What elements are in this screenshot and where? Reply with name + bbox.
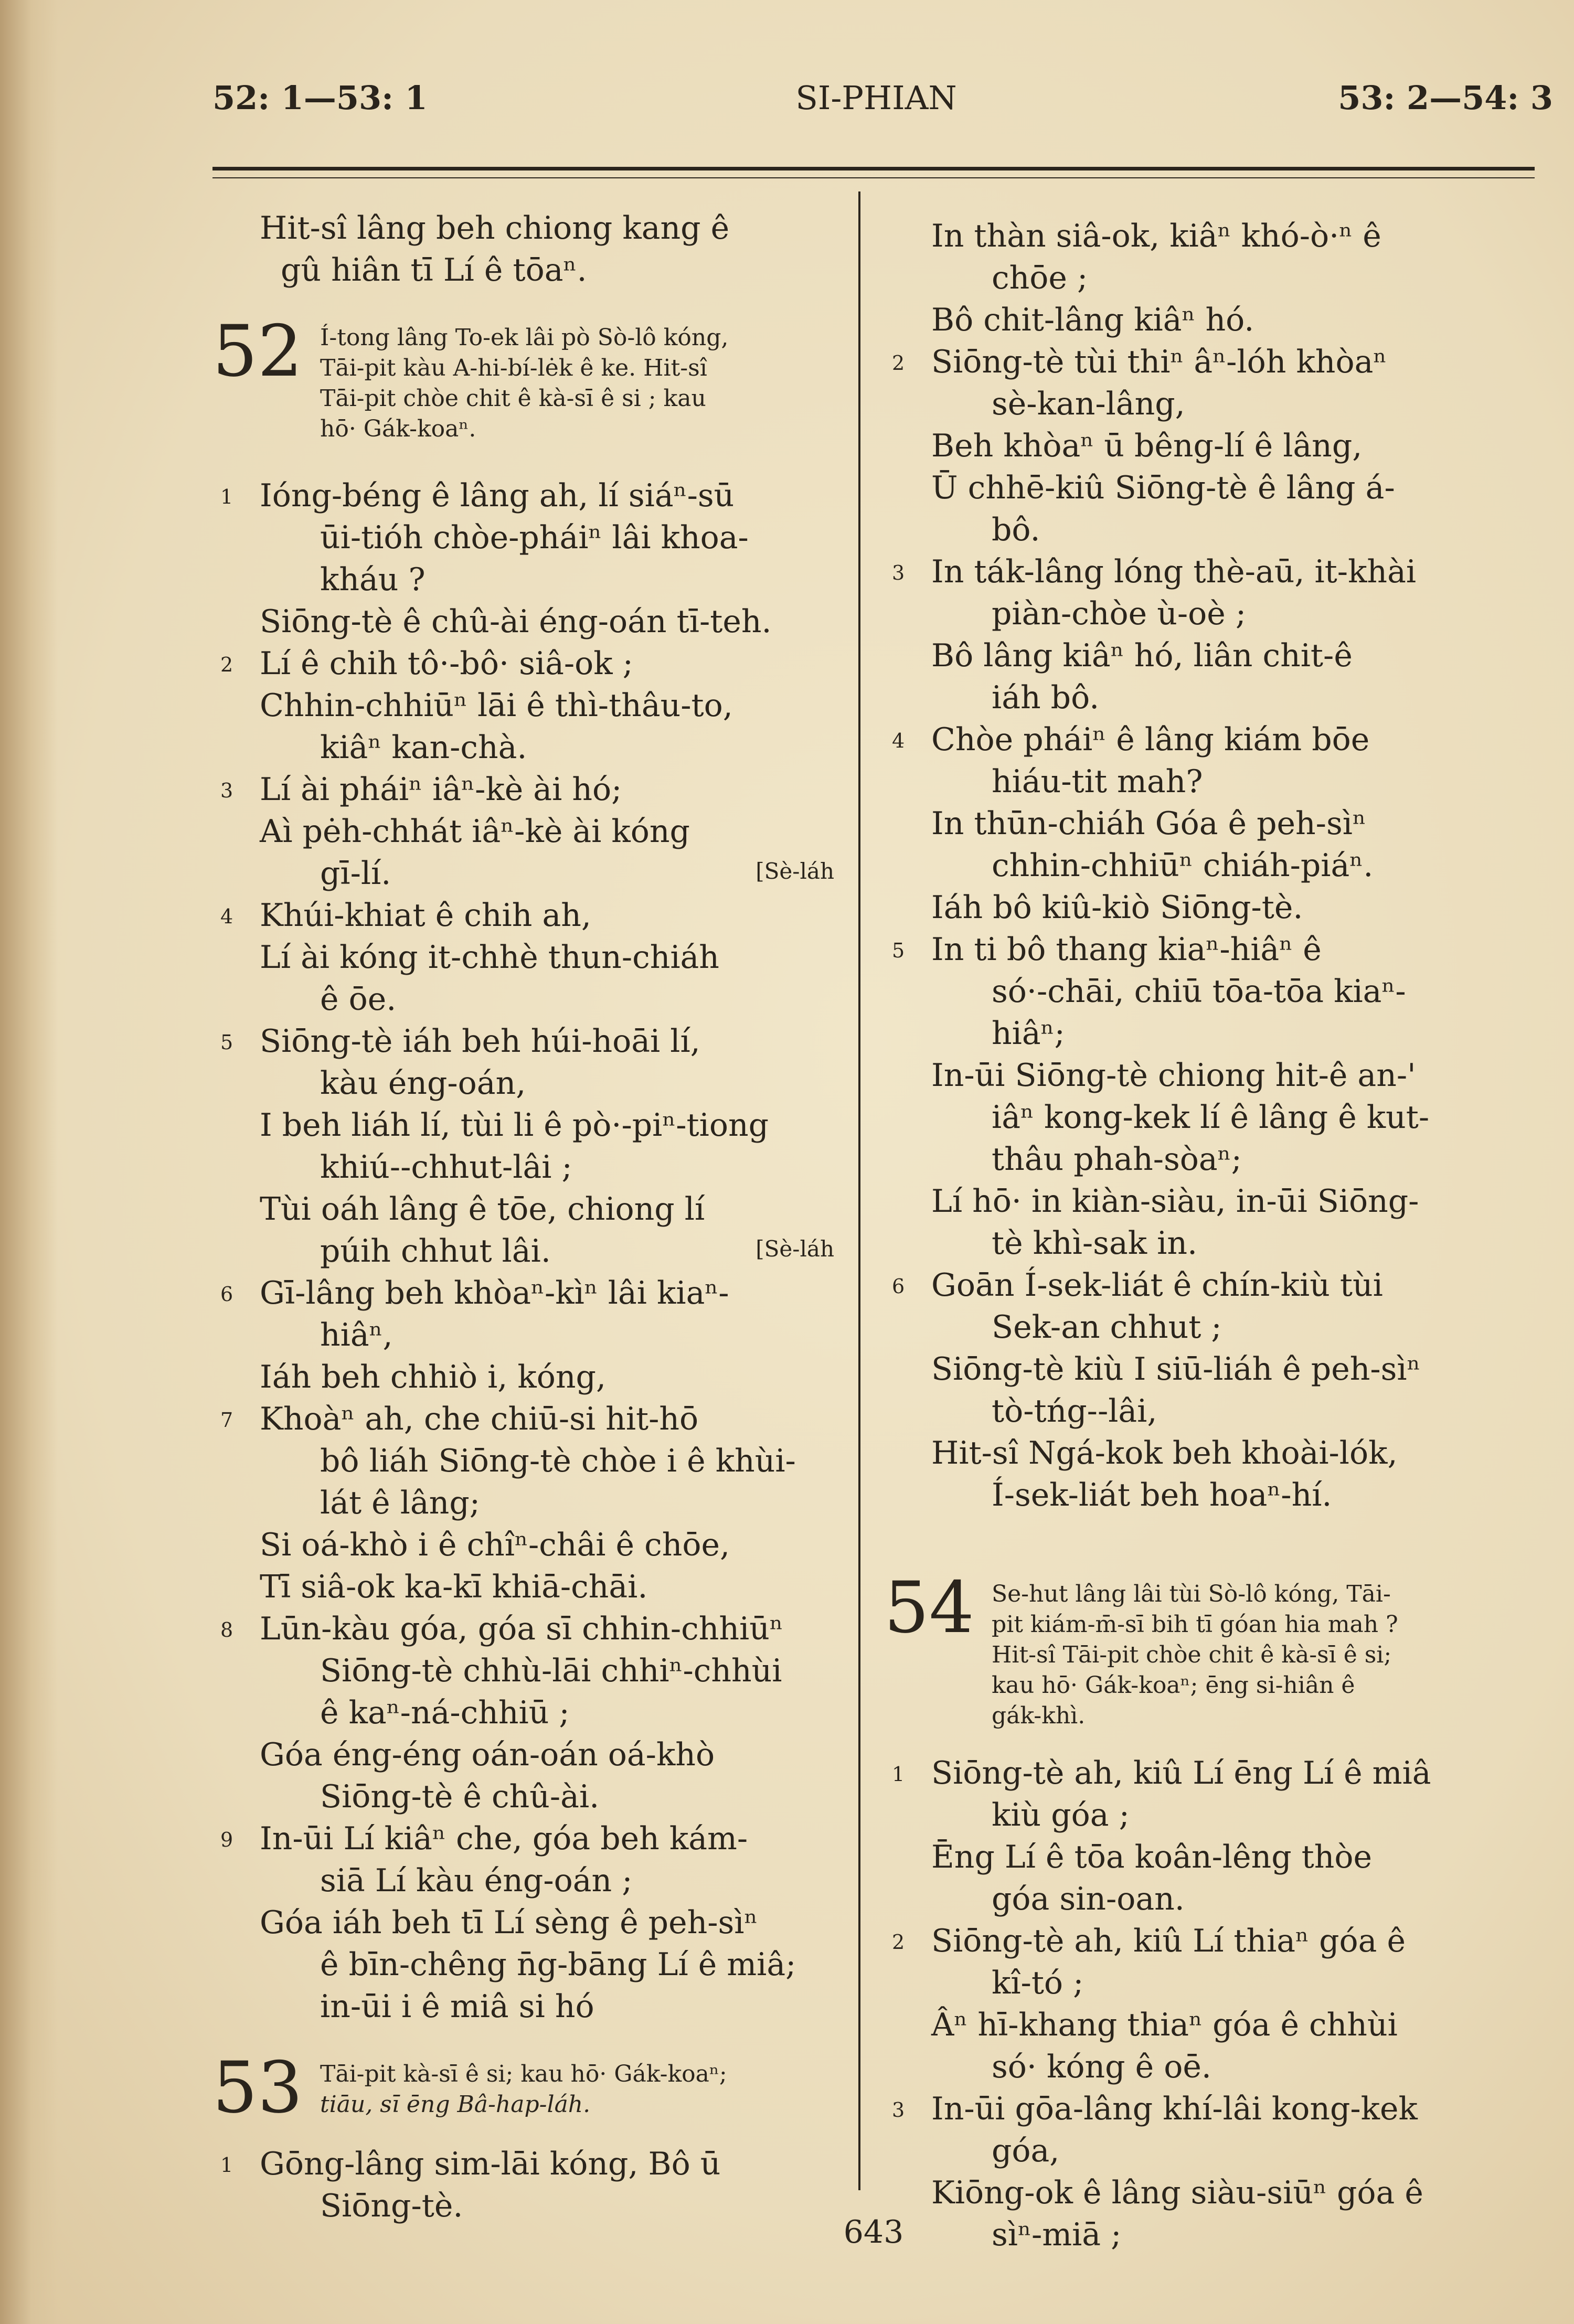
verse-line: Siōng-tè ê chû-ài éng-oán tī-teh.: [260, 603, 772, 640]
verse: [881, 719, 1545, 803]
verse-number: 9: [220, 1828, 233, 1851]
heading-line: Tāi-pit kàu A-hi-bí-lėk ê ke. Hit-sî: [320, 355, 707, 381]
verse: [210, 1524, 855, 1566]
verse-line: Ióng-béng ê lâng ah, lí siáⁿ-sū: [260, 477, 735, 514]
verse-line: chōe ;: [992, 260, 1088, 296]
verse-line: iâⁿ kong-kek lí ê lâng ê kut-: [992, 1099, 1430, 1136]
psalm-52-heading: [210, 310, 855, 454]
verse-line: ê kaⁿ-ná-chhiū ;: [320, 1694, 570, 1731]
verse-line: Aì pėh-chhát iâⁿ-kè ài kóng: [260, 813, 690, 850]
verse: [881, 1054, 1545, 1180]
verse-line: Beh khòaⁿ ū bêng-lí ê lâng,: [931, 428, 1363, 464]
verse: [210, 894, 855, 936]
verse-line: góa sin-oan.: [992, 1881, 1185, 1917]
psalm-number: 54: [884, 1566, 974, 1649]
verse: [881, 929, 1545, 1054]
verse-number: 8: [220, 1618, 233, 1641]
verse-line: só· kóng ê oē.: [992, 2049, 1211, 2085]
verse-line: Lūn-kàu góa, góa sī chhin-chhiūⁿ: [260, 1611, 783, 1647]
selah-marker: [Sè-láh: [756, 1236, 834, 1262]
verse: [210, 1356, 855, 1398]
verse-line: ê ōe.: [320, 981, 397, 1018]
verse: [210, 1902, 855, 2028]
verse-line: Lí hō· in kiàn-siàu, in-ūi Siōng-: [931, 1183, 1419, 1220]
verse-number: 1: [220, 2154, 233, 2177]
verse-line: sè-kan-lâng,: [992, 386, 1185, 422]
verse: [881, 1432, 1545, 1516]
verse: [881, 467, 1545, 551]
psalm-superscription: [210, 2059, 855, 2120]
verse-line: I beh liáh lí, tùi li ê pò·-piⁿ-tiong: [260, 1107, 769, 1144]
verse-line: Tùi oáh lâng ê tōe, chiong lí: [260, 1191, 705, 1228]
heading-line: Í-tong lâng To-ek lâi pò Sò-lô kóng,: [320, 324, 729, 351]
verse: [210, 1818, 855, 1902]
verse-line: In ti bô thang kiaⁿ-hiâⁿ ê: [931, 931, 1322, 968]
page-number: 643: [843, 2214, 904, 2251]
verse: [881, 887, 1545, 929]
verse-line: só·-chāi, chiū tōa-tōa kiaⁿ-: [992, 973, 1406, 1010]
verse-line: sìⁿ-miā ;: [992, 2216, 1122, 2253]
verse-line: piàn-chòe ù-oè ;: [992, 595, 1247, 632]
verse-line: gû hiân tī Lí ê tōaⁿ.: [281, 252, 587, 289]
verse-line: In-ūi Lí kiâⁿ che, góa beh kám-: [260, 1820, 748, 1857]
verse-line: ê bīn-chêng n̄g-bāng Lí ê miâ;: [320, 1946, 796, 1983]
verse-line: Siōng-tè tùi thiⁿ âⁿ-lóh khòaⁿ: [931, 344, 1387, 380]
verse-line: Tī siâ-ok ka-kī khiā-chāi.: [260, 1569, 648, 1605]
verse-number: 2: [220, 653, 233, 676]
verse: [881, 551, 1545, 635]
verse-line: Khúi-khiat ê chih ah,: [260, 897, 591, 934]
header-left-reference: 52: 1—53: 1: [212, 79, 428, 117]
verse-number: 3: [892, 561, 905, 584]
verse-line: Ū chhē-kiû Siōng-tè ê lâng á-: [931, 470, 1395, 506]
psalm-superscription: [881, 1579, 1545, 1731]
verse-line: Siōng-tè.: [320, 2188, 463, 2224]
verse: [210, 1734, 855, 1818]
selah-marker: [Sè-láh: [756, 858, 834, 884]
verse-line: Kiōng-ok ê lâng siàu-siūⁿ góa ê: [931, 2174, 1423, 2211]
heading-line: pit kiám-m̄-sī bih tī góan hia mah ?: [992, 1611, 1398, 1638]
carryover-verse: [210, 207, 855, 291]
verse-line: Siōng-tè kiù I siū-liáh ê peh-sìⁿ: [931, 1351, 1421, 1388]
verse-line: ūi-tióh chòe-pháiⁿ lâi khoa-: [320, 519, 749, 556]
psalm-53-heading: [210, 2046, 855, 2129]
psalm-superscription: [210, 323, 855, 444]
verse-line: hiâⁿ;: [992, 1015, 1065, 1052]
verse-line: Hit-sî Ngá-kok beh khoài-lók,: [931, 1435, 1398, 1472]
verse: [210, 475, 855, 601]
verse-line: kàu éng-oán,: [320, 1065, 526, 1102]
verse: [210, 643, 855, 685]
verse-line: Siōng-tè iáh beh húi-hoāi lí,: [260, 1023, 700, 1060]
verse-line: In thūn-chiáh Góa ê peh-sìⁿ: [931, 805, 1366, 842]
verse-line: Í-sek-liát beh hoaⁿ-hí.: [992, 1477, 1332, 1513]
psalm-52-verses: [210, 475, 855, 2028]
verse-number: 2: [892, 1931, 905, 1954]
verse-line: Ēng Lí ê tōa koân-lêng thòe: [931, 1839, 1373, 1875]
verse: [210, 1608, 855, 1734]
psalm-number: 52: [212, 310, 303, 392]
verse-line: Chhin-chhiūⁿ lāi ê thì-thâu-to,: [260, 687, 733, 724]
verse: [210, 1398, 855, 1524]
verse-number: 2: [892, 351, 905, 375]
verse-line: Iáh beh chhiò i, kóng,: [260, 1359, 607, 1395]
running-header: [0, 79, 1574, 136]
verse: [881, 803, 1545, 887]
verse-line: bô liáh Siōng-tè chòe i ê khùi-: [320, 1443, 796, 1479]
verse: [881, 341, 1545, 425]
verse-line: Bô chit-lâng kiâⁿ hó.: [931, 302, 1254, 338]
verse-line: chhin-chhiūⁿ chiáh-piáⁿ.: [992, 847, 1374, 884]
heading-line: Tāi-pit chòe chit ê kà-sī ê si ; kau: [320, 385, 706, 412]
verse-line: iáh bô.: [992, 679, 1100, 716]
verse: [881, 635, 1545, 719]
verse-number: 1: [892, 1763, 905, 1786]
verse-line: lát ê lâng;: [320, 1485, 480, 1521]
verse-line: Iáh bô kiû-kiò Siōng-tè.: [931, 889, 1303, 926]
verse: [881, 215, 1545, 299]
verse: [210, 1272, 855, 1356]
book-spine-shadow: [0, 0, 58, 2324]
verse: [210, 1104, 855, 1188]
verse: [210, 1020, 855, 1104]
verse-line: Siōng-tè chhù-lāi chhiⁿ-chhùi: [320, 1653, 782, 1689]
header-right-reference: 53: 2—54: 3: [1338, 79, 1553, 117]
header-rule-thin: [212, 177, 1535, 178]
verse-number: 4: [892, 729, 905, 752]
verse-number: 6: [220, 1283, 233, 1306]
verse: [881, 1836, 1545, 1920]
verse-line: tè khì-sak in.: [992, 1225, 1198, 1262]
verse-line: góa,: [992, 2133, 1060, 2169]
verse-number: 7: [220, 1409, 233, 1432]
heading-line: gák-khì.: [992, 1702, 1086, 1729]
verse-line: kiù góa ;: [992, 1797, 1130, 1833]
header-book-title: SI-PHIAN: [795, 79, 957, 117]
verse-line: Siōng-tè ah, kiû Lí thiaⁿ góa ê: [931, 1923, 1406, 1959]
verse-line: In-ūi Siōng-tè chiong hit-ê an-': [931, 1057, 1416, 1094]
verse-line: In ták-lâng lóng thè-aū, it-khài: [931, 553, 1417, 590]
verse: [881, 1920, 1545, 2004]
verse: [210, 769, 855, 811]
verse: [210, 1566, 855, 1608]
verse-number: 4: [220, 905, 233, 928]
verse-line: Lí ê chih tô·-bô· siâ-ok ;: [260, 645, 633, 682]
verse: [881, 1752, 1545, 1836]
heading-line: hō· Gák-koaⁿ.: [320, 415, 476, 442]
verse-line: hiáu-tit mah?: [992, 763, 1203, 800]
verse-number: 5: [220, 1031, 233, 1054]
heading-line: tiāu, sī ēng Bâ-hap-láh.: [320, 2091, 591, 2118]
verse: [881, 299, 1545, 341]
heading-line: Se-hut lâng lâi tùi Sò-lô kóng, Tāi-: [992, 1581, 1391, 1607]
verse-line: khiú--chhut-lâi ;: [320, 1149, 572, 1186]
verse: [210, 1188, 855, 1272]
verse-line: Khoàⁿ ah, che chiū-si hit-hō: [260, 1401, 699, 1437]
verse-line: Góa éng-éng oán-oán oá-khò: [260, 1736, 715, 1773]
verse-line: Chòe pháiⁿ ê lâng kiám bōe: [931, 721, 1370, 758]
verse-number: 3: [220, 779, 233, 802]
verse-number: 5: [892, 939, 905, 962]
verse-line: bô.: [992, 511, 1040, 548]
verse-line: Lí ài kóng it-chhè thun-chiáh: [260, 939, 719, 976]
verse-line: Si oá-khò i ê chîⁿ-châi ê chōe,: [260, 1527, 730, 1563]
psalm-54-heading: [881, 1566, 1545, 1731]
heading-line: Hit-sî Tāi-pit chòe chit ê kà-sī ê si;: [992, 1641, 1392, 1668]
verse-line: In-ūi gōa-lâng khí-lâi kong-kek: [931, 2091, 1418, 2127]
verse-line: Lí ài pháiⁿ iâⁿ-kè ài hó;: [260, 771, 622, 808]
verse-line: Âⁿ hī-khang thiaⁿ góa ê chhùi: [931, 2007, 1398, 2043]
verse-line: hiâⁿ,: [320, 1317, 393, 1353]
verse-line: thâu phah-sòaⁿ;: [992, 1141, 1242, 1178]
verse-line: Goān Í-sek-liát ê chín-kiù tùi: [931, 1267, 1383, 1304]
verse-line: in-ūi i ê miâ si hó: [320, 1988, 594, 2025]
psalm-53-verses-continued: [881, 215, 1545, 1516]
verse: [881, 2088, 1545, 2172]
verse-line: Sek-an chhut ;: [992, 1309, 1222, 1346]
verse-number: 1: [220, 485, 233, 508]
verse: [210, 601, 855, 643]
verse-line: Siōng-tè ê chû-ài.: [320, 1778, 600, 1815]
verse-line: Hit-sî lâng beh chiong kang ê: [260, 210, 730, 247]
verse: [881, 1180, 1545, 1264]
psalm-number: 53: [212, 2046, 303, 2129]
verse-line: Gōng-lâng sim-lāi kóng, Bô ū: [260, 2146, 721, 2182]
verse-line: In thàn siâ-ok, kiâⁿ khó-ò·ⁿ ê: [931, 218, 1381, 254]
verse-line: kháu ?: [320, 561, 426, 598]
right-column: [881, 215, 1545, 2256]
verse-line: Siōng-tè ah, kiû Lí ēng Lí ê miâ: [931, 1755, 1431, 1792]
header-rule-thick: [212, 167, 1535, 170]
verse-number: 3: [892, 2098, 905, 2122]
verse: [881, 1348, 1545, 1432]
verse-line: púih chhut lâi.: [320, 1233, 551, 1270]
verse: [210, 811, 855, 894]
heading-line: Tāi-pit kà-sī ê si; kau hō· Gák-koaⁿ;: [320, 2061, 727, 2087]
verse: [881, 1264, 1545, 1348]
verse-number: 6: [892, 1275, 905, 1298]
verse: [881, 2004, 1545, 2088]
verse: [210, 685, 855, 769]
left-column: [210, 207, 855, 2227]
verse-line: kiâⁿ kan-chà.: [320, 729, 527, 766]
verse-line: Góa iáh beh tī Lí sèng ê peh-sìⁿ: [260, 1904, 758, 1941]
verse-line: siā Lí kàu éng-oán ;: [320, 1862, 633, 1899]
heading-line: kau hō· Gák-koaⁿ; ēng si-hiân ê: [992, 1672, 1355, 1699]
psalm-54-verses: [881, 1752, 1545, 2256]
verse-line: gī-lí.: [320, 855, 391, 892]
verse-line: Bô lâng kiâⁿ hó, liân chit-ê: [931, 637, 1353, 674]
column-divider: [858, 191, 860, 2190]
verse-line: tò-tńg--lâi,: [992, 1393, 1157, 1430]
verse: [881, 425, 1545, 467]
verse-line: Gī-lâng beh khòaⁿ-kìⁿ lâi kiaⁿ-: [260, 1275, 729, 1312]
verse-line: kî-tó ;: [992, 1965, 1084, 2001]
verse: [210, 936, 855, 1020]
